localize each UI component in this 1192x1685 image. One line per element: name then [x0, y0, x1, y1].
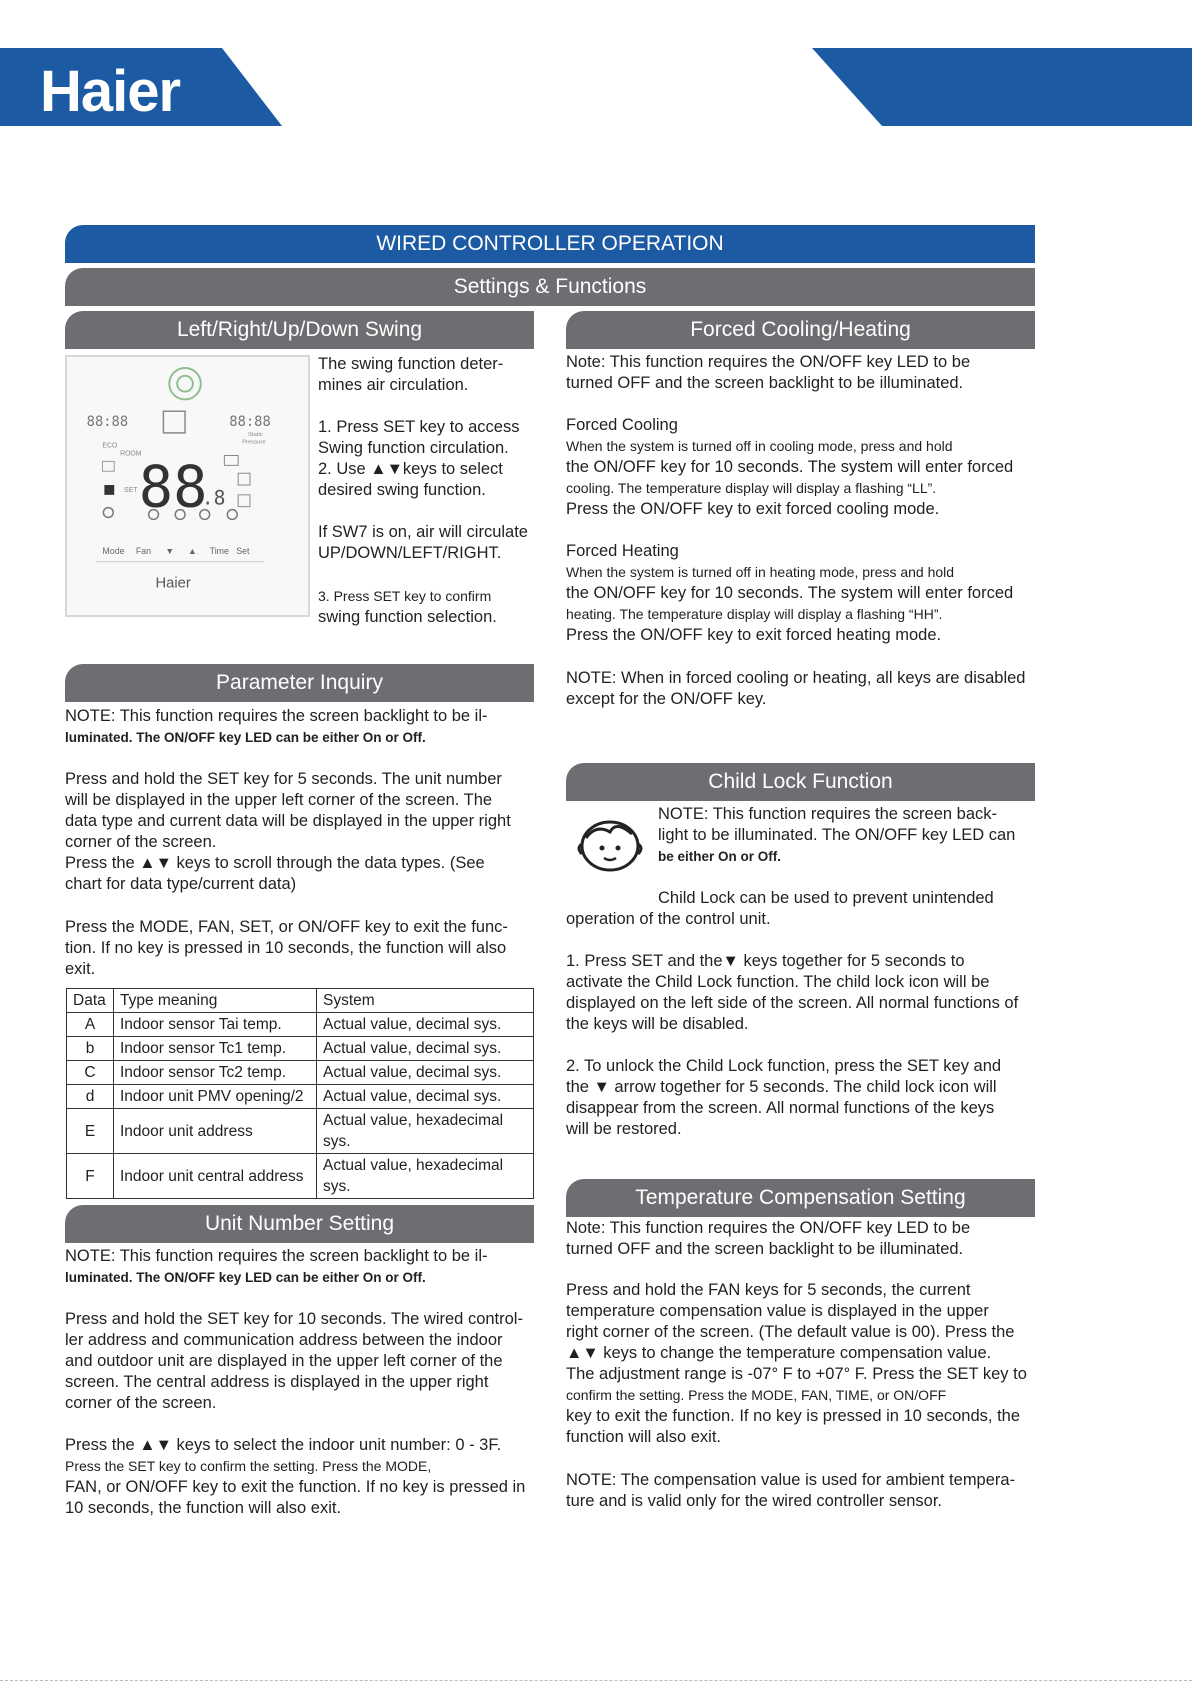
unit-number-select-b: Press the SET key to confirm the setting. Press the MODE, — [65, 1458, 432, 1474]
swing-heading-bar — [65, 311, 534, 349]
parameter-note-b: luminated. The ON/OFF key LED can be either On or Off. — [65, 730, 426, 745]
controller-static: Static — [247, 431, 263, 438]
forced-heating-c: heating. The temperature display will display a flashing “HH”. — [566, 606, 943, 622]
controller-btn-down: ▼ — [165, 545, 175, 556]
page-subtitle-bar — [65, 268, 1035, 306]
forced-heading: Forced Cooling/Heating — [690, 318, 911, 341]
temp-comp-heading-bar — [566, 1179, 1035, 1217]
parameter-note-a: NOTE: This function requires the screen backlight to be il- — [65, 707, 488, 725]
forced-heating-title: Forced Heating — [566, 542, 679, 560]
child-lock-activate: 1. Press SET and the▼ keys together for 5 seconds to activate the Child Lock function. The child lock icon will be displayed on the left side of the screen. All normal functions of the keys will be disabled. — [566, 952, 1019, 1033]
table-cell: A — [67, 1013, 114, 1037]
unit-number-select — [65, 1435, 565, 1519]
table-cell: Indoor sensor Tc1 temp. — [114, 1037, 317, 1061]
controller-brand: Haier — [155, 575, 191, 592]
forced-cooling-d: Press the ON/OFF key to exit forced cooling mode. — [566, 500, 940, 518]
child-lock-heading: Child Lock Function — [708, 770, 893, 793]
swing-sw7-note: If SW7 is on, air will circulate UP/DOWN/LEFT/RIGHT. — [318, 523, 528, 562]
temp-comp-instructions-b: confirm the setting. Press the MODE, FAN, TIME, or ON/OFF — [566, 1387, 947, 1403]
swing-confirm-a: 3. Press SET key to confirm — [318, 588, 492, 604]
child-face-icon — [566, 802, 656, 888]
table-row — [67, 1085, 534, 1109]
forced-keys-note: NOTE: When in forced cooling or heating, all keys are disabled except for the ON/OFF key. — [566, 669, 1026, 708]
temp-comp-note: Note: This function requires the ON/OFF key LED to be turned OFF and the screen backlight to be illuminated. — [566, 1219, 971, 1258]
table-cell: Actual value, hexadecimal sys. — [317, 1109, 534, 1154]
table-row — [67, 1013, 534, 1037]
swing-confirm-b: swing function selection. — [318, 608, 497, 626]
child-lock-intro-b: operation of the control unit. — [566, 910, 771, 928]
controller-pressure: Pressure — [242, 439, 266, 446]
temp-comp-instructions-a: Press and hold the FAN keys for 5 seconds, the current temperature compensation value is displayed in the upper right corner of the screen. (The default value is 00). Press the ▲▼ keys to change the temperature compensation value. The adjustment range is -07° F to +07° F. Press the SET key to — [566, 1281, 1027, 1383]
controller-btn-up: ▲ — [187, 545, 197, 556]
parameter-heading-bar — [65, 664, 534, 702]
unit-number-heading-bar — [65, 1205, 534, 1243]
table-cell: Actual value, hexadecimal sys. — [317, 1154, 534, 1199]
child-lock-heading-bar — [566, 763, 1035, 801]
child-lock-note-b: be either On or Off. — [658, 849, 782, 864]
table-row — [67, 1037, 534, 1061]
table-header-system: System — [317, 989, 534, 1013]
controller-decimal: .8 — [201, 486, 226, 510]
parameter-note — [65, 706, 565, 748]
table-row — [67, 1061, 534, 1085]
parameter-exit: Press the MODE, FAN, SET, or ON/OFF key to exit the func- tion. If no key is pressed in 10 seconds, the function will also exit. — [65, 918, 508, 978]
temp-comp-heading: Temperature Compensation Setting — [635, 1186, 966, 1209]
table-header-data: Data — [67, 989, 114, 1013]
forced-note: Note: This function requires the ON/OFF key LED to be turned OFF and the screen backlight to be illuminated. — [566, 353, 971, 392]
page-subtitle: Settings & Functions — [453, 275, 647, 298]
forced-heating-a: When the system is turned off in heating mode, press and hold — [566, 564, 955, 580]
page-title: WIRED CONTROLLER OPERATION — [376, 232, 724, 255]
footer-divider — [0, 1680, 1192, 1681]
forced-cooling-a: When the system is turned off in cooling mode, press and hold — [566, 438, 953, 454]
swing-steps: 1. Press SET key to access Swing function circulation. 2. Use ▲▼keys to select desired swing function. — [318, 418, 520, 499]
forced-cooling-block — [566, 415, 1086, 520]
table-cell: Actual value, decimal sys. — [317, 1013, 534, 1037]
unit-number-select-a: Press the ▲▼ keys to select the indoor unit number: 0 - 3F. — [65, 1436, 502, 1454]
unit-number-note — [65, 1246, 565, 1288]
wired-controller-image — [65, 355, 310, 617]
unit-number-heading: Unit Number Setting — [204, 1212, 395, 1235]
table-cell: Indoor sensor Tc2 temp. — [114, 1061, 317, 1085]
swing-confirm — [318, 586, 548, 628]
unit-number-note-a: NOTE: This function requires the screen backlight to be il- — [65, 1247, 488, 1265]
child-lock-unlock: 2. To unlock the Child Lock function, press the SET key and the ▼ arrow together for 5 seconds. The child lock icon will disappear from the screen. All normal functions of the keys will be restored. — [566, 1057, 1002, 1138]
forced-cooling-b: the ON/OFF key for 10 seconds. The system will enter forced — [566, 458, 1014, 476]
unit-number-instructions: Press and hold the SET key for 10 seconds. The wired control- ler address and communication address between the indoor and outdoor unit are displayed in the upper left corner of the screen. The central address is displayed in the upper right corner of the screen. — [65, 1310, 523, 1412]
child-lock-note — [658, 804, 1078, 867]
page-title-bar — [65, 225, 1035, 263]
table-cell: Actual value, decimal sys. — [317, 1037, 534, 1061]
haier-logo: Haier — [40, 59, 181, 124]
forced-cooling-c: cooling. The temperature display will display a flashing “LL”. — [566, 480, 937, 496]
controller-btn-fan: Fan — [135, 545, 152, 556]
swing-intro: The swing function deter- mines air circulation. — [318, 355, 504, 394]
child-lock-note-a: NOTE: This function requires the screen back- light to be illuminated. The ON/OFF key LED can — [658, 805, 1016, 844]
table-header-row — [67, 989, 534, 1013]
table-row — [67, 1154, 534, 1199]
table-cell: Indoor unit PMV opening/2 — [114, 1085, 317, 1109]
child-lock-intro-a: Child Lock can be used to prevent unintended — [658, 889, 994, 907]
temp-comp-note2: NOTE: The compensation value is used for ambient tempera- ture and is valid only for the wired controller sensor. — [566, 1471, 1016, 1510]
temp-comp-instructions-c: key to exit the function. If no key is pressed in 10 seconds, the function will also exit. — [566, 1407, 1021, 1446]
controller-time-right: 88:88 — [229, 413, 271, 430]
forced-cooling-title: Forced Cooling — [566, 416, 678, 434]
controller-btn-time: Time — [209, 545, 229, 556]
table-cell: Actual value, decimal sys. — [317, 1061, 534, 1085]
controller-btn-set: Set — [236, 545, 250, 556]
controller-big-digits: 88 — [138, 454, 208, 521]
data-type-table — [66, 988, 534, 1199]
table-header-type: Type meaning — [114, 989, 317, 1013]
table-cell: Indoor unit address — [114, 1109, 317, 1154]
controller-time-left: 88:88 — [86, 413, 129, 430]
table-row — [67, 1109, 534, 1154]
controller-eco: ECO — [102, 442, 118, 450]
parameter-instructions: Press and hold the SET key for 5 seconds. The unit number will be displayed in the upper left corner of the screen. The data type and current data will be displayed in the upper right corner of the screen. Press the ▲▼ keys to scroll through the data types. (See chart for data type/current data) — [65, 770, 511, 893]
table-cell: d — [67, 1085, 114, 1109]
table-cell: E — [67, 1109, 114, 1154]
controller-set-label: SET — [124, 486, 138, 494]
controller-room: ROOM — [120, 450, 142, 458]
unit-number-select-c: FAN, or ON/OFF key to exit the function. If no key is pressed in 10 seconds, the function will also exit. — [65, 1478, 526, 1517]
swing-heading: Left/Right/Up/Down Swing — [176, 318, 423, 341]
controller-btn-mode: Mode — [102, 545, 125, 556]
parameter-heading: Parameter Inquiry — [216, 671, 383, 694]
table-cell: Indoor unit central address — [114, 1154, 317, 1199]
table-cell: Indoor sensor Tai temp. — [114, 1013, 317, 1037]
forced-heading-bar — [566, 311, 1035, 349]
table-cell: b — [67, 1037, 114, 1061]
table-cell: C — [67, 1061, 114, 1085]
forced-heating-block — [566, 541, 1086, 646]
temp-comp-instructions — [566, 1280, 1086, 1448]
table-cell: F — [67, 1154, 114, 1199]
header-right-tab — [812, 48, 1192, 126]
forced-heating-b: the ON/OFF key for 10 seconds. The system will enter forced — [566, 584, 1014, 602]
forced-heating-d: Press the ON/OFF key to exit forced heating mode. — [566, 626, 942, 644]
table-cell: Actual value, decimal sys. — [317, 1085, 534, 1109]
unit-number-note-b: luminated. The ON/OFF key LED can be either On or Off. — [65, 1270, 426, 1285]
